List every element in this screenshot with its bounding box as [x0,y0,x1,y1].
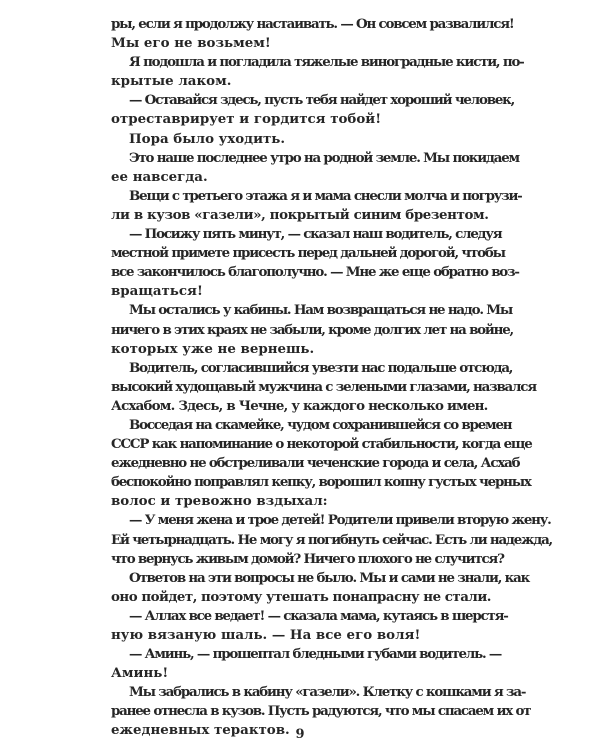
text-line: Аминь! [111,665,169,682]
text-line: ли в кузов «газели», покрытый синим брезентом. [111,206,489,223]
page-number: 9 [295,727,305,742]
text-line: Мы остались у кабины. Нам возвращаться не надо. Мы [129,302,513,319]
text-line: Водитель, согласившийся увезти нас подальше отсюда, [129,359,513,376]
text-line: Вещи с третьего этажа я и мама снесли молча и погрузи- [129,187,522,204]
text-line: Пора было уходить. [129,130,286,147]
text-line: которых уже не вернешь. [111,340,315,357]
text-line: оно пойдет, поэтому утешать понапрасну не стали. [111,588,491,605]
text-line: ничего в этих краях не забыли, кроме долгих лет на войне, [111,321,514,338]
text-line: Это наше последнее утро на родной земле. Мы покидаем [129,149,519,166]
text-line: — Оставайся здесь, пусть тебя найдет хороший человек, [129,92,515,109]
text-line: Мы его не возьмем! [111,35,271,52]
text-line: ежедневных терактов. [111,722,290,739]
text-line: Ответов на эти вопросы не было. Мы и сами не знали, как [129,569,530,586]
text-line: крытые лаком. [111,73,232,90]
text-line: Мы забрались в кабину «газели». Клетку с кошками я за- [129,684,526,701]
text-line: все закончилось благополучно. — Мне же еще обратно воз- [111,264,519,281]
body-text [111,15,553,741]
text-line: — У меня жена и трое детей! Родители привели вторую жену. [129,512,551,529]
text-line: ную вязаную шаль. — На все его воля! [111,627,421,643]
text-line: — Аллах все ведает! — сказала мама, кутаясь в шерстя- [129,607,508,624]
text-line: Я подошла и погладила тяжелые виноградные кисти, по- [129,54,524,71]
text-line: Асхабом. Здесь, в Чечне, у каждого несколько имен. [111,397,488,414]
text-line: высокий худощавый мужчина с зелеными глазами, назвался [111,378,536,395]
text-line: ее навсегда. [111,168,208,185]
text-line: — Посижу пять минут, — сказал наш водитель, следуя [129,226,502,243]
text-line: — Аминь, — прошептал бледными губами водитель. — [129,646,502,663]
text-line: ежедневно не обстреливали чеченские города и села, Асхаб [111,455,520,472]
text-line: ры, если я продолжу настаивать. — Он совсем развалился! [111,16,514,32]
text-line: СССР как напоминание о некоторой стабильности, когда еще [111,436,532,453]
text-line: беспокойно поправлял кепку, ворошил копну густых черных [111,474,531,491]
text-line: что вернусь живым домой? Ничего плохого не случится? [111,550,504,567]
text-line: вращаться! [111,283,203,300]
text-line: Ей четырнадцать. Не могу я погибнуть сейчас. Есть ли надежда, [111,531,553,548]
text-line: местной примете присесть перед дальней дорогой, чтобы [111,245,505,262]
text-line: Восседая на скамейке, чудом сохранившейся со времен [129,416,512,433]
text-line: волос и тревожно вздыхал: [111,493,328,510]
text-line: отреставрирует и гордится тобой! [111,111,382,128]
text-line: ранее отнесла в кузов. Пусть радуются, что мы спасаем их от [111,703,531,720]
